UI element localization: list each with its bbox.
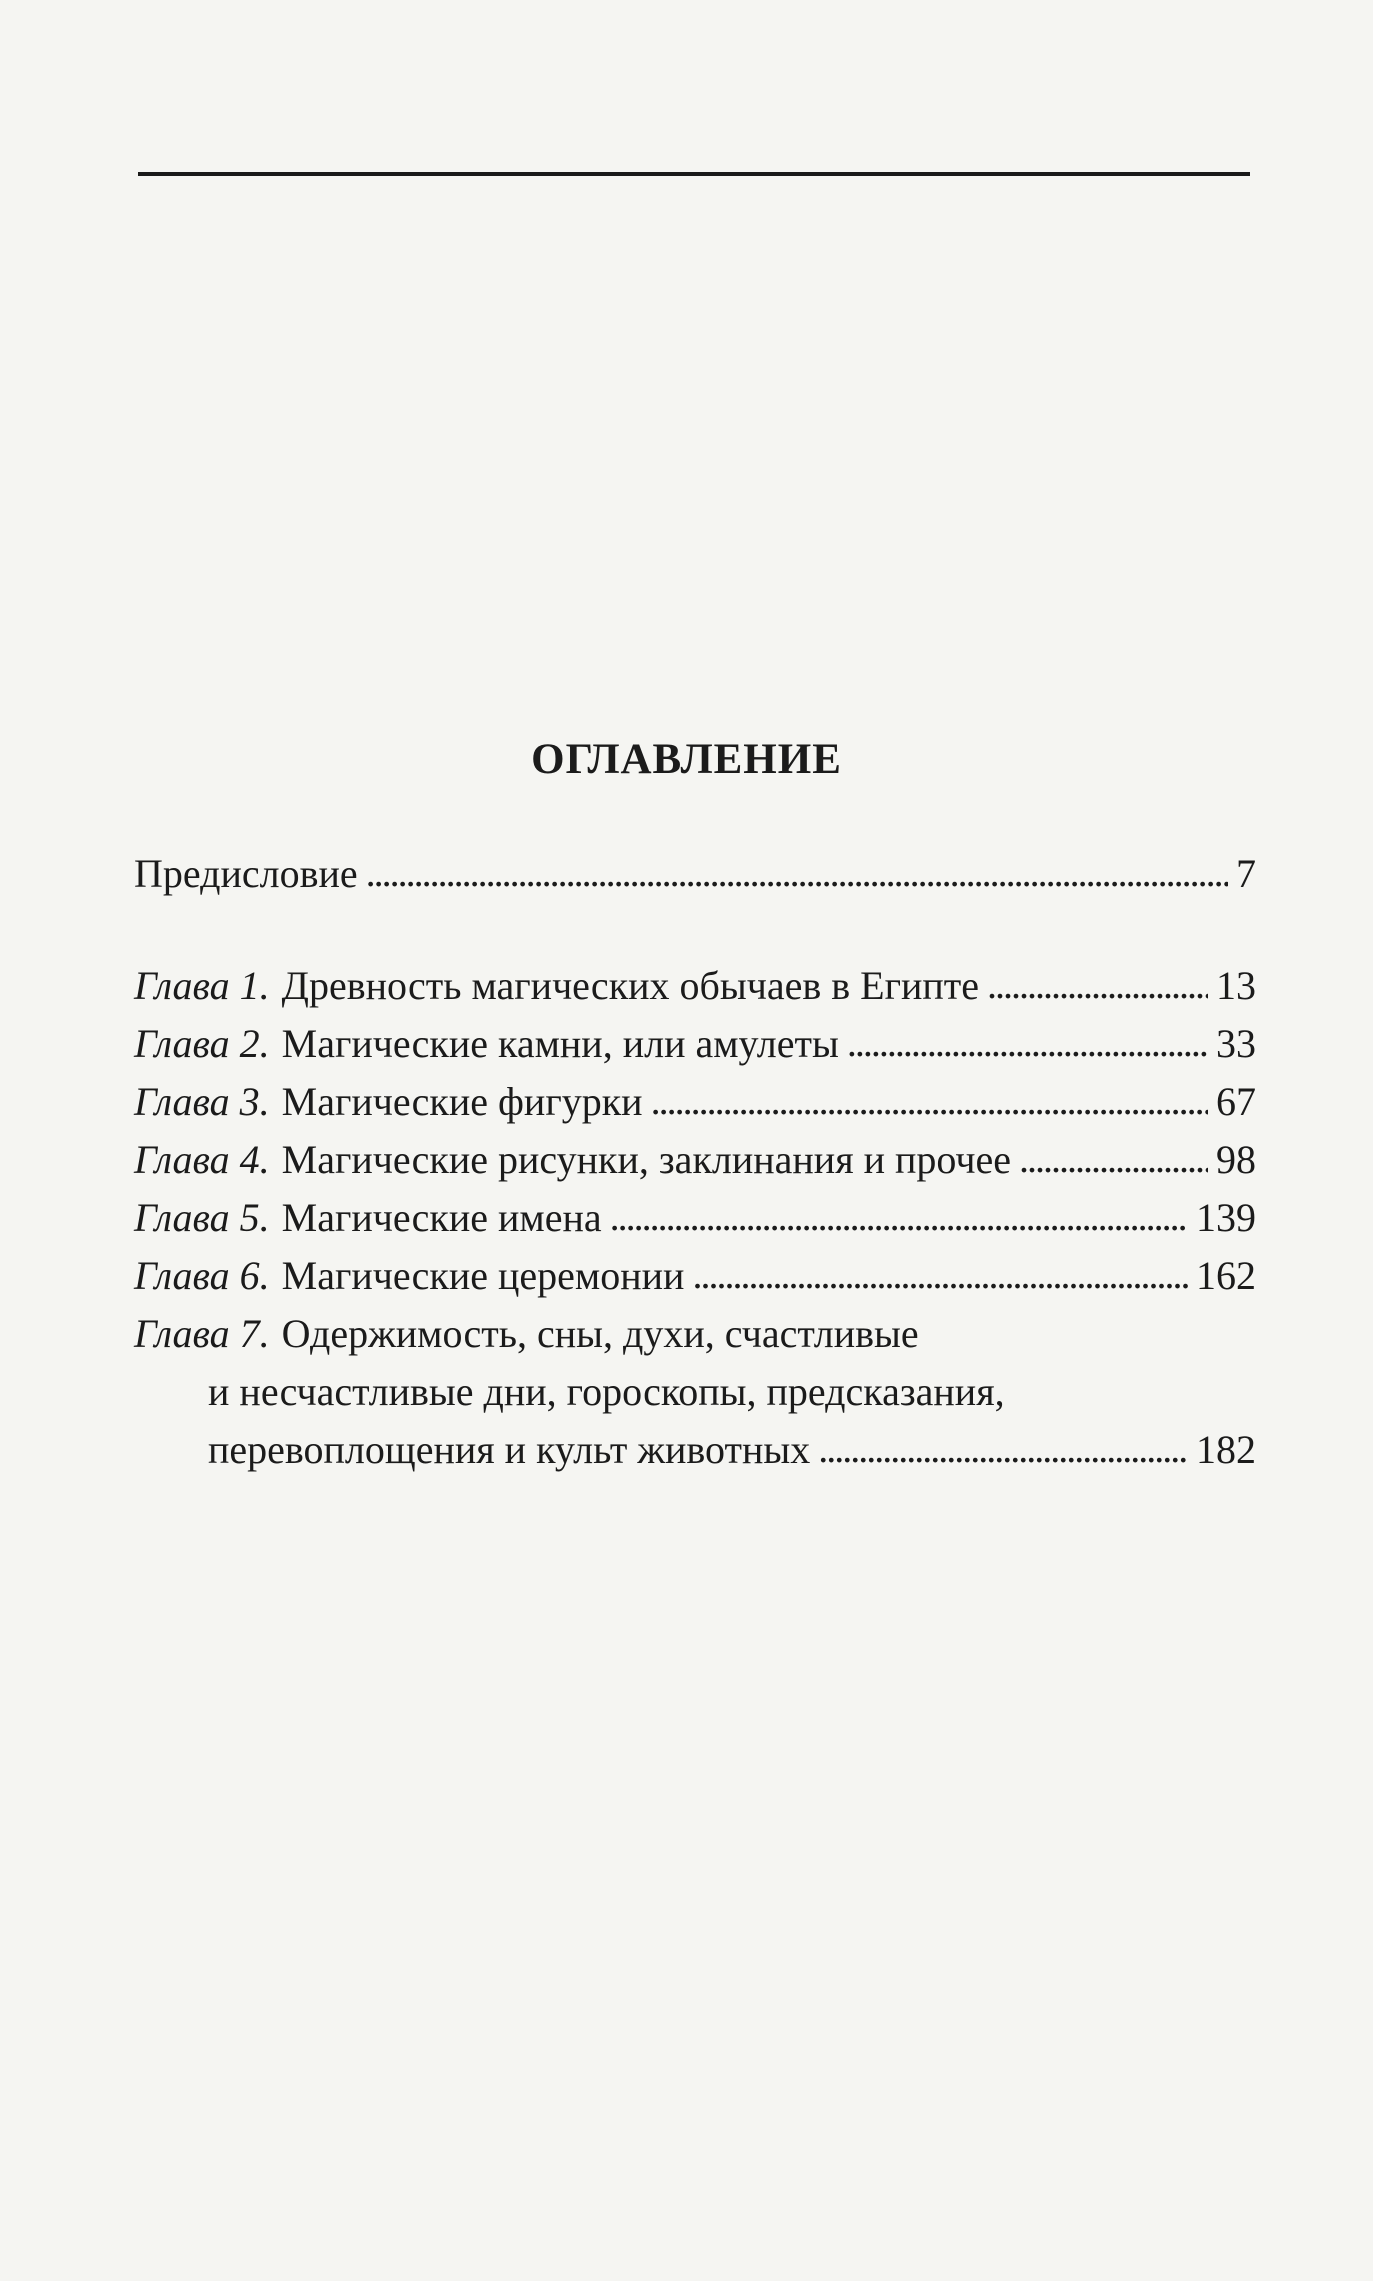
toc-entry-chapter-5 — [134, 1189, 1256, 1247]
toc-entry-title: Магические фигурки — [281, 1079, 643, 1124]
dot-leader — [847, 1014, 1208, 1072]
toc-page-number: 33 — [1216, 1021, 1256, 1066]
toc-entry-title: Древность магических обычаев в Египте — [281, 963, 980, 1008]
show-through-colophon — [0, 1560, 1373, 1740]
top-rule — [138, 172, 1250, 176]
toc-entry-chapter-1 — [134, 957, 1256, 1015]
toc-entry-chapter-2 — [134, 1015, 1256, 1073]
toc-page-number: 182 — [1196, 1427, 1256, 1472]
toc-entry-line — [134, 1363, 1256, 1421]
toc-entry-chapter-3 — [134, 1073, 1256, 1131]
toc-entry-title: Магические рисунки, заклинания и прочее — [281, 1137, 1012, 1182]
dot-leader — [818, 1420, 1188, 1478]
toc-heading: ОГЛАВЛЕНИЕ — [531, 736, 842, 783]
toc-page-number: 13 — [1216, 963, 1256, 1008]
toc-page-number: 139 — [1196, 1195, 1256, 1240]
chapter-label: Глава 6. — [134, 1253, 270, 1298]
toc-page-number: 7 — [1236, 851, 1256, 896]
dot-leader — [692, 1246, 1188, 1304]
toc-entry-chapter-6 — [134, 1247, 1256, 1305]
dot-leader — [987, 956, 1208, 1014]
toc-entry-title: Магические церемонии — [281, 1253, 685, 1298]
toc-page-number: 162 — [1196, 1253, 1256, 1298]
toc-entry-line — [134, 1421, 1256, 1479]
chapter-label: Глава 1. — [134, 963, 270, 1008]
chapter-label: Глава 2. — [134, 1021, 270, 1066]
dot-leader — [1019, 1130, 1208, 1188]
chapter-label: Глава 4. — [134, 1137, 270, 1182]
toc-entry-title: Магические имена — [281, 1195, 602, 1240]
toc-entry-title-continued: перевоплощения и культ животных — [208, 1427, 811, 1472]
chapter-label: Глава 3. — [134, 1079, 270, 1124]
table-of-contents — [134, 845, 1256, 1479]
dot-leader — [610, 1188, 1188, 1246]
toc-entry-chapter-7 — [134, 1305, 1256, 1479]
toc-page-number: 67 — [1216, 1079, 1256, 1124]
toc-entry-title: Одержимость, сны, духи, счастливые — [281, 1311, 919, 1356]
toc-entry-chapter-4 — [134, 1131, 1256, 1189]
toc-entry-title: Магические камни, или амулеты — [281, 1021, 839, 1066]
toc-entry-preface — [134, 845, 1256, 903]
toc-entry-title: Предисловие — [134, 851, 358, 896]
dot-leader — [366, 844, 1228, 902]
chapter-label: Глава 7. — [134, 1311, 270, 1356]
toc-entry-title-continued: и несчастливые дни, гороскопы, предсказания, — [208, 1369, 1005, 1414]
toc-page-number: 98 — [1216, 1137, 1256, 1182]
chapter-label: Глава 5. — [134, 1195, 270, 1240]
toc-entry-line — [134, 1305, 1256, 1363]
dot-leader — [651, 1072, 1208, 1130]
